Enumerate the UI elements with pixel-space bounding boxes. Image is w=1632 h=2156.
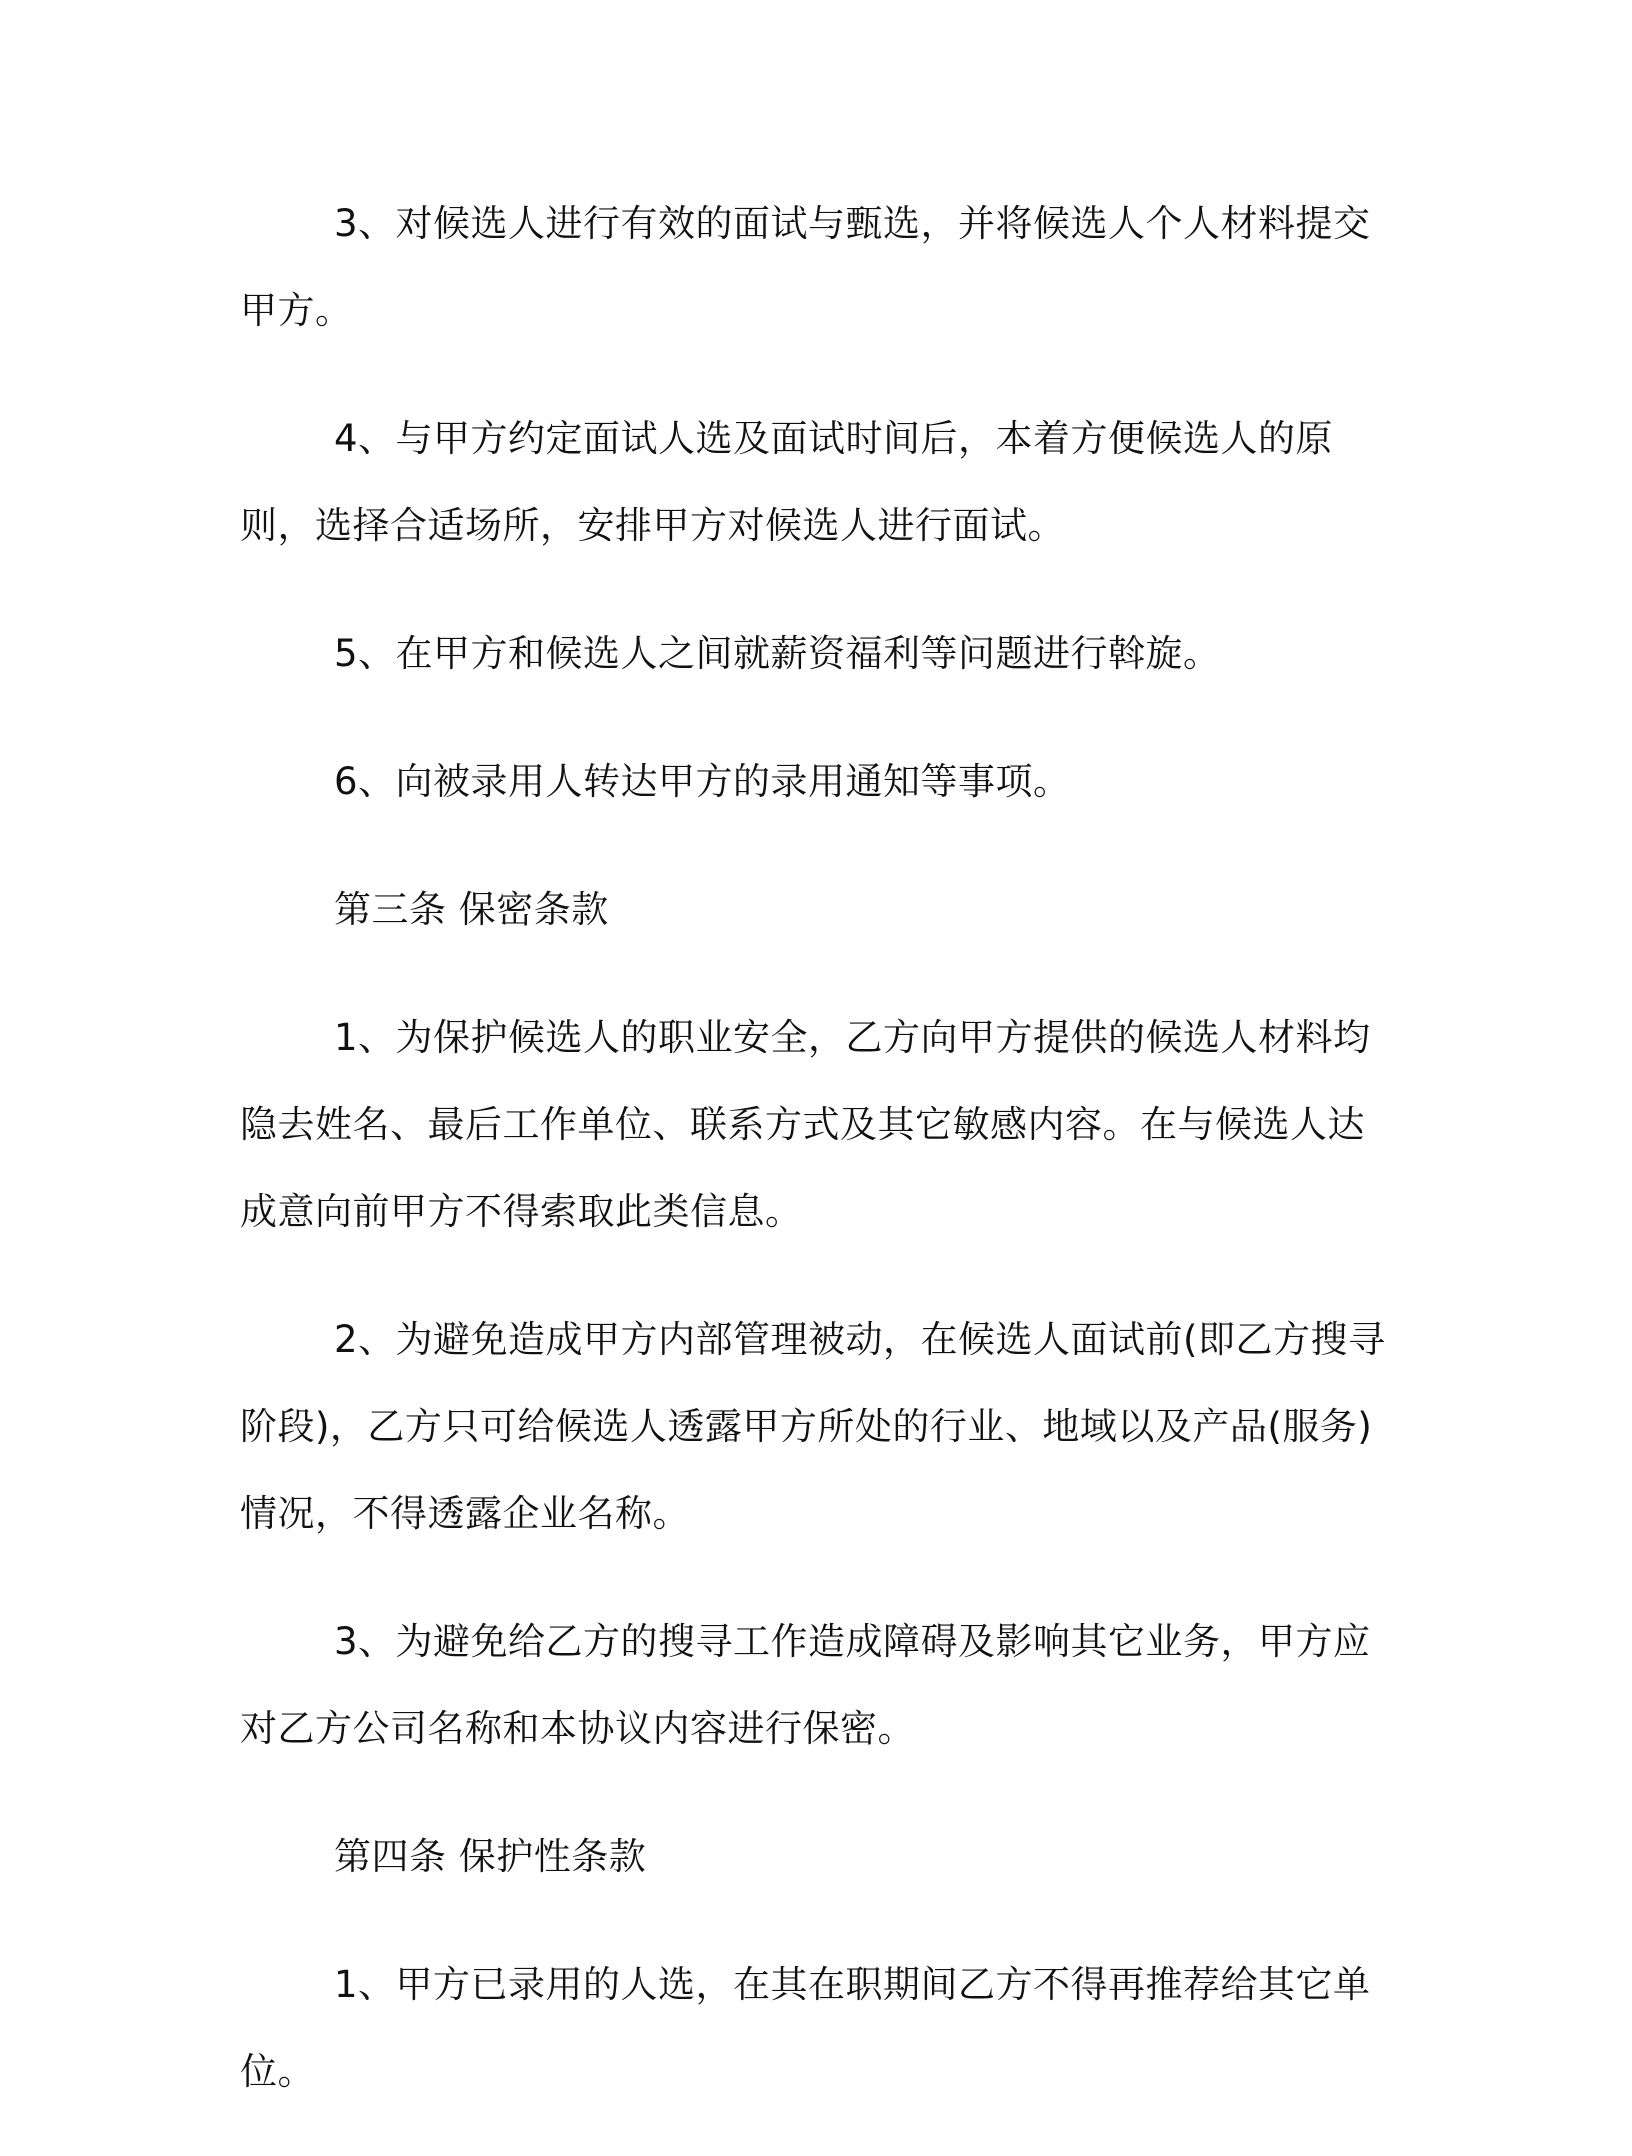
protection-clause-1: 1、甲方已录用的人选，在其在职期间乙方不得再推荐给其它单位。 [240, 1963, 1371, 2093]
confidentiality-clause-2: 2、为避免造成甲方内部管理被动，在候选人面试前(即乙方搜寻阶段)，乙方只可给候选人透露甲方所处的行业、地域以及产品(服务)情况，不得透露企业名称。 [240, 1318, 1386, 1535]
paragraph-item-4: 4、与甲方约定面试人选及面试时间后，本着方便候选人的原则，选择合适场所，安排甲方对候选人进行面试。 [240, 417, 1334, 547]
section-heading-protection: 第四条 保护性条款 [334, 1835, 647, 1878]
paragraph-item-3: 3、对候选人进行有效的面试与甄选，并将候选人个人材料提交甲方。 [240, 202, 1371, 332]
confidentiality-clause-3: 3、为避免给乙方的搜寻工作造成障碍及影响其它业务，甲方应对乙方公司名称和本协议内容进行保密。 [240, 1620, 1371, 1750]
section-heading-confidentiality: 第三条 保密条款 [334, 888, 609, 931]
confidentiality-clause-1: 1、为保护候选人的职业安全，乙方向甲方提供的候选人材料均隐去姓名、最后工作单位、联系方式及其它敏感内容。在与候选人达成意向前甲方不得索取此类信息。 [240, 1016, 1371, 1233]
paragraph-item-6: 6、向被录用人转达甲方的录用通知等事项。 [334, 760, 1071, 803]
document-page [240, 180, 1400, 2156]
paragraph-item-5: 5、在甲方和候选人之间就薪资福利等问题进行斡旋。 [334, 632, 1221, 675]
